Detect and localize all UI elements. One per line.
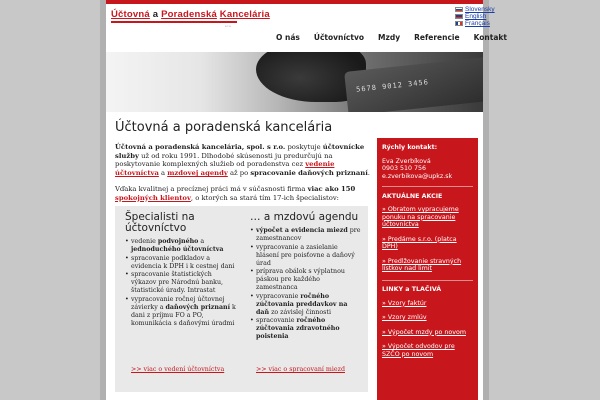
- payroll-heading: … a mzdovú agendu: [250, 211, 359, 223]
- link-mzdovej-agendy[interactable]: mzdovej agendy: [167, 169, 228, 178]
- actions-heading: AKTUÁLNE AKCIE: [382, 192, 443, 200]
- flag-uk-icon: [455, 14, 463, 19]
- lang-english-label: English: [465, 13, 487, 20]
- link-vypocet-odvodov[interactable]: » Výpočet odvodov pre SZČO po novom: [382, 343, 455, 358]
- link-vzory-faktur[interactable]: » Vzory faktúr: [382, 299, 427, 307]
- nav-item-o-nas[interactable]: O nás: [276, 33, 300, 42]
- clients-text-1: Vďaka kvalitnej a precíznej práci má v súčasnosti firma: [115, 184, 308, 193]
- contact-heading: Rýchly kontakt:: [382, 144, 438, 151]
- logo-underline: [111, 21, 237, 23]
- link-more-payroll[interactable]: >> viac o spracovaní miezd: [256, 366, 345, 373]
- list-item: • výpočet a evidencia miezd pre zamestnancov: [250, 227, 362, 243]
- sidebar-divider: [382, 186, 473, 187]
- logo[interactable]: [111, 9, 270, 20]
- logo-subtitle: s.r.o.: [225, 24, 232, 28]
- intro-tax: spracovanie daňových priznaní: [250, 169, 368, 178]
- page-title: Účtovná a poradenská kancelária: [115, 120, 333, 135]
- link-vypocet-mzdy[interactable]: » Výpočet mzdy po novom: [382, 328, 466, 336]
- sidebar-divider: [382, 280, 473, 281]
- hero-card-number: 5678 9012 3456: [355, 78, 430, 94]
- link-spokojnych-klientov[interactable]: spokojných klientov: [115, 193, 191, 202]
- clients-text-2: , o ktorých sa stará tím 17-ich špecialistov:: [190, 193, 339, 202]
- link-vedenie-uctovnictva[interactable]: vedenie účtovníctva: [115, 160, 335, 178]
- list-item: • vedenie podvojného a jednoduchého účtovníctva: [125, 238, 237, 254]
- accounting-heading: Špecialisti na účtovníctvo: [125, 211, 195, 234]
- payroll-list: [250, 227, 362, 341]
- flag-slovakia-icon: [455, 7, 463, 12]
- lang-french-label: Français: [465, 20, 490, 27]
- sidebar: [377, 138, 478, 400]
- logo-word-3: Poradenská: [161, 9, 217, 20]
- page-rail-right: [483, 0, 489, 400]
- services-col-payroll: [250, 212, 362, 342]
- link-more-accounting[interactable]: >> viac o vedení účtovníctva: [131, 366, 225, 373]
- clients-paragraph: [115, 185, 370, 202]
- list-item: • spracovanie štatistických výkazov pre Národnú banku, štatistické úrady. Intrastat: [125, 271, 237, 295]
- intro-text-3: a: [158, 169, 168, 178]
- page: [106, 0, 507, 400]
- intro-services: účtovnícke služby: [115, 143, 365, 160]
- contact-phone: 0903 510 756: [382, 165, 427, 172]
- clients-count: viac ako 150: [307, 184, 356, 193]
- intro-company: Účtovná a poradenská kancelária, spol. s r.o.: [115, 143, 286, 151]
- list-item: • spracovanie ročného zúčtovania zdravotného poistenia: [250, 317, 362, 341]
- language-switcher: [455, 6, 495, 27]
- action-link-listky[interactable]: » Predlžovanie stravných lístkov nad limit: [382, 257, 462, 272]
- logo-word-4: Kancelária: [219, 9, 270, 20]
- services-col-accounting: [125, 212, 237, 328]
- lang-slovak[interactable]: [455, 6, 495, 13]
- logo-word-2: a: [152, 9, 159, 20]
- lang-english[interactable]: [455, 13, 495, 20]
- list-item: • vypracovanie a zasielanie hlásení pre poisťovne a daňový úrad: [250, 244, 362, 268]
- links-heading: LINKY a TLAČIVÁ: [382, 286, 442, 293]
- intro-text-1: poskytuje: [285, 143, 323, 151]
- contact-name: Eva Zverbíková: [382, 157, 431, 165]
- lang-french[interactable]: [455, 20, 495, 27]
- top-accent-bar: [106, 0, 483, 4]
- nav-item-uctovnictvo[interactable]: Účtovníctvo: [313, 33, 365, 42]
- nav-item-referencie[interactable]: Referencie: [414, 33, 460, 42]
- nav-item-mzdy[interactable]: Mzdy: [378, 33, 401, 42]
- hero-banner: [106, 52, 483, 112]
- intro-text-2: už od roku 1991. Dlhodobé skúsenosti ju predurčujú na poskytovanie komplexných služieb od poradenstva cez: [115, 151, 333, 169]
- list-item: • vypracovanie ročnej účtovnej závierky a daňových priznaní k dani z príjmu FO a PO, komunikácia s daňovými úradmi: [125, 296, 237, 328]
- intro-text-5: .: [367, 169, 370, 178]
- action-link-ponuka[interactable]: » Obratom vypracujeme ponuku na spracovanie účtovníctva: [382, 206, 459, 228]
- nav-item-kontakt[interactable]: Kontakt: [473, 33, 507, 42]
- logo-word-1: Účtovná: [111, 9, 150, 20]
- list-item: • vypracovanie ročného zúčtovania preddavkov na daň zo závislej činnosti: [250, 293, 362, 317]
- contact-email[interactable]: e.zverbikova@upkz.sk: [382, 172, 453, 180]
- intro-paragraph: [115, 143, 370, 178]
- list-item: • spracovanie podkladov a evidencia k DPH i k cestnej dani: [125, 255, 237, 271]
- list-item: • príprava obálok s výplatnou páskou pre každého zamestnanca: [250, 268, 362, 292]
- main-content: [115, 120, 370, 209]
- action-link-predame[interactable]: » Predáme s.r.o. (platca DPH): [382, 235, 457, 250]
- lang-slovak-label: Slovensky: [465, 6, 495, 13]
- link-vzory-zmluv[interactable]: » Vzory zmlúv: [382, 314, 427, 321]
- services-box: [115, 206, 368, 392]
- flag-france-icon: [455, 21, 463, 26]
- main-nav: [276, 33, 507, 42]
- accounting-list: [125, 238, 237, 328]
- intro-text-4: až po: [227, 169, 251, 178]
